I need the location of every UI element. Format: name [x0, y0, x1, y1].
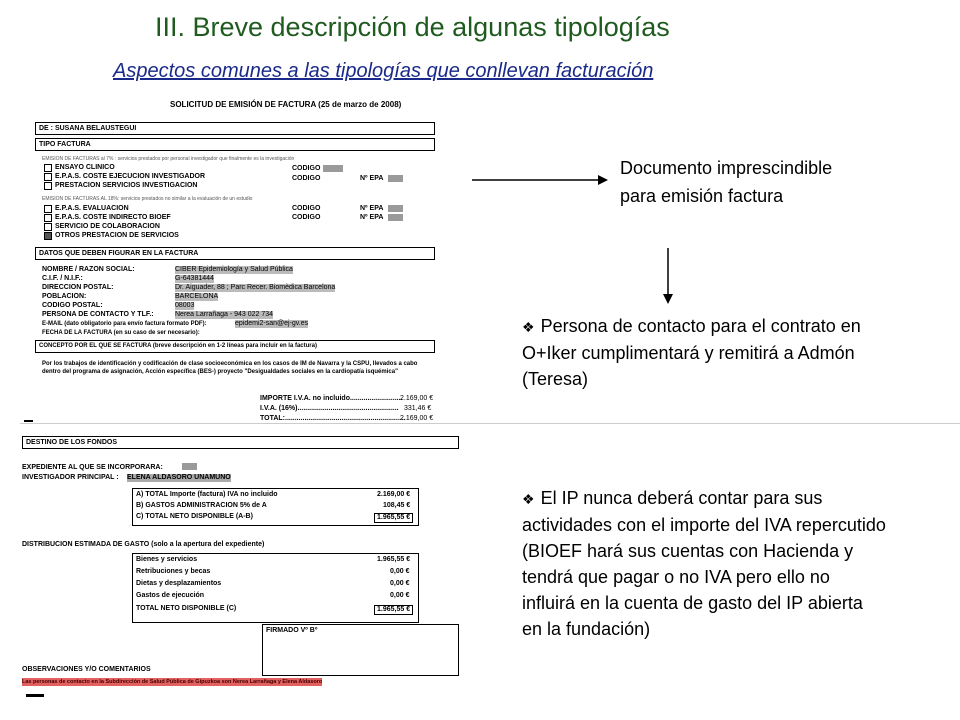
total-a-label: A) TOTAL Importe (factura) IVA no incluido: [136, 491, 278, 498]
epa-label: Nº EPA: [360, 175, 384, 182]
option-label: SERVICIO DE COLABORACION: [55, 223, 160, 230]
field-value: Nerea Larrañaga - 943 022 734: [175, 311, 274, 318]
field-value: CIBER Epidemiología y Salud Pública: [175, 266, 293, 273]
checkbox: [44, 182, 52, 190]
epa-label: Nº EPA: [360, 214, 384, 221]
epa-label: Nº EPA: [360, 205, 384, 212]
expedient-label: EXPEDIENTE AL QUE SE INCORPORARA:: [22, 464, 163, 471]
slide-subtitle: Aspectos comunes a las tipologías que conllevan facturación: [113, 60, 654, 82]
from-row: DE : SUSANA BELAUSTEGUI: [35, 122, 435, 135]
field-value: BARCELONA: [175, 293, 219, 300]
diamond-bullet-icon: ❖: [522, 491, 535, 507]
distribution-item: Bienes y servicios: [136, 556, 198, 563]
divider: [20, 423, 960, 424]
code-label: CODIGO: [292, 214, 321, 221]
divider: [26, 694, 44, 697]
invoice-type-header: TIPO FACTURA: [35, 138, 435, 151]
code-label: CODIGO: [292, 165, 321, 172]
field-label: E-MAIL (dato obligatorio para envío factura formato PDF):: [42, 321, 207, 327]
bullet-vat-note: [522, 485, 887, 642]
vat-value: 331,46 €: [404, 405, 432, 412]
document-note: Documento imprescindible para emisión factura: [620, 158, 833, 206]
total-label: TOTAL:..............................................................: [260, 415, 406, 422]
observations-header: OBSERVACIONES Y/O COMENTARIOS: [22, 666, 151, 673]
distribution-total-label: TOTAL NETO DISPONIBLE (C): [136, 605, 237, 612]
total-b-label: B) GASTOS ADMINISTRACION 5% de A: [136, 502, 267, 509]
checkbox-checked: [44, 232, 52, 240]
total-b-value: 108,45 €: [383, 502, 411, 509]
option-label: ENSAYO CLINICO: [55, 164, 115, 171]
signature-label: FIRMADO Vº Bº: [266, 627, 318, 634]
checkbox: [44, 214, 52, 222]
field-label: CODIGO POSTAL:: [42, 302, 103, 309]
distribution-header: DISTRIBUCION ESTIMADA DE GASTO (solo a la apertura del expediente): [22, 541, 265, 548]
distribution-total-value: 1.965,55 €: [374, 605, 413, 615]
note-18-percent: EMISION DE FACTURAS AL 18%: servicios prestados no similar a la evaluación de un estudio: [42, 196, 253, 202]
bullet-contact-person: [522, 313, 887, 392]
option-label: E.P.A.S. COSTE INDIRECTO BIOEF: [55, 214, 171, 221]
down-arrow-icon: [660, 246, 676, 306]
field-label: NOMBRE / RAZON SOCIAL:: [42, 266, 135, 273]
invoice-data-header: DATOS QUE DEBEN FIGURAR EN LA FACTURA: [35, 247, 435, 260]
total-c-label: C) TOTAL NETO DISPONIBLE (A-B): [136, 513, 253, 520]
invoice-request-form-image: [30, 95, 460, 425]
checkbox: [44, 223, 52, 231]
field-label: PERSONA DE CONTACTO Y TLF.:: [42, 311, 154, 318]
field-label: FECHA DE LA FACTURA (en su caso de ser necesario):: [42, 330, 200, 336]
total-value: 2.169,00 €: [400, 415, 434, 422]
form-heading: SOLICITUD DE EMISIÓN DE FACTURA (25 de marzo de 2008): [170, 100, 402, 109]
field-value: 08003: [175, 302, 195, 309]
right-arrow-icon: [470, 172, 610, 188]
code-label: CODIGO: [292, 175, 321, 182]
option-label: PRESTACION SERVICIOS INVESTIGACION: [55, 182, 198, 189]
observations-text: Las personas de contacto en la Subdirección de Salud Pública de Gipuzkoa son Nerea Larrañaga y Elena Aldasoro: [22, 679, 323, 685]
bullet-text: Persona de contacto para el contrato en O+Iker cumplimentará y remitirá a Admón (Teresa): [522, 316, 861, 389]
distribution-item: Retribuciones y becas: [136, 568, 211, 575]
distribution-value: 0,00 €: [390, 568, 410, 575]
total-c-value: 1.965,55 €: [374, 513, 413, 523]
field-label: C.I.F. / N.I.F.:: [42, 275, 83, 282]
principal-investigator-value: ELENA ALDASORO UNAMUNO: [127, 474, 231, 481]
checkbox: [44, 205, 52, 213]
checkbox: [44, 164, 52, 172]
bullet-text: El IP nunca deberá contar para sus actividades con el importe del IVA repercutido (BIOEF hará sus cuentas con Hacienda y tendrá que pagar o no IVA pero ello no influirá en la cuenta de gasto del IP abierta en la fundación): [522, 488, 886, 639]
option-label: E.P.A.S. EVALUACION: [55, 205, 129, 212]
field-label: DIRECCION POSTAL:: [42, 284, 114, 291]
funds-destination-form-image: [22, 436, 462, 706]
field-label: POBLACION:: [42, 293, 87, 300]
amount-label: IMPORTE I.V.A. no incluido...........................: [260, 395, 403, 402]
field-value: Dr. Aiguader, 88 ; Parc Recer. Biomèdica Barcelona: [175, 284, 336, 291]
diamond-bullet-icon: ❖: [522, 319, 535, 335]
distribution-value: 0,00 €: [390, 592, 410, 599]
option-label: OTROS PRESTACION DE SERVICIOS: [55, 232, 179, 239]
distribution-item: Gastos de ejecución: [136, 592, 205, 599]
destination-header: DESTINO DE LOS FONDOS: [22, 436, 459, 449]
option-label: E.P.A.S. COSTE EJECUCION INVESTIGADOR: [55, 173, 206, 180]
principal-investigator-label: INVESTIGADOR PRINCIPAL :: [22, 474, 119, 481]
divider: [24, 420, 33, 422]
amount-value: 2.169,00 €: [400, 395, 434, 402]
field-value: G-64381444: [175, 275, 214, 282]
field-value: epidemi2-san@ej-gv.es: [235, 320, 309, 327]
checkbox: [44, 173, 52, 181]
slide-title: III. Breve descripción de algunas tipologías: [155, 12, 670, 42]
vat-label: I.V.A. (16%)....................................................: [260, 405, 399, 412]
concept-text: Por los trabajos de identificación y codificación de clase socioeconómica en los casos de IM de Navarra y la CSPU, llevados a cabo dentro del programa de asignación, Acción específica (BES-) proyecto "Desigualdades sociales en la cardiopatía isquémica": [42, 361, 418, 375]
distribution-value: 1.965,55 €: [377, 556, 411, 563]
distribution-item: Dietas y desplazamientos: [136, 580, 222, 587]
concept-header: CONCEPTO POR EL QUE SE FACTURA (breve descripción en 1-2 líneas para incluir en la factura): [35, 340, 435, 353]
distribution-value: 0,00 €: [390, 580, 410, 587]
code-label: CODIGO: [292, 205, 321, 212]
note-7-percent: EMISION DE FACTURAS al 7% : servicios prestados por personal investigador que finalmente es la investigación: [42, 156, 295, 162]
total-a-value: 2.169,00 €: [377, 491, 411, 498]
